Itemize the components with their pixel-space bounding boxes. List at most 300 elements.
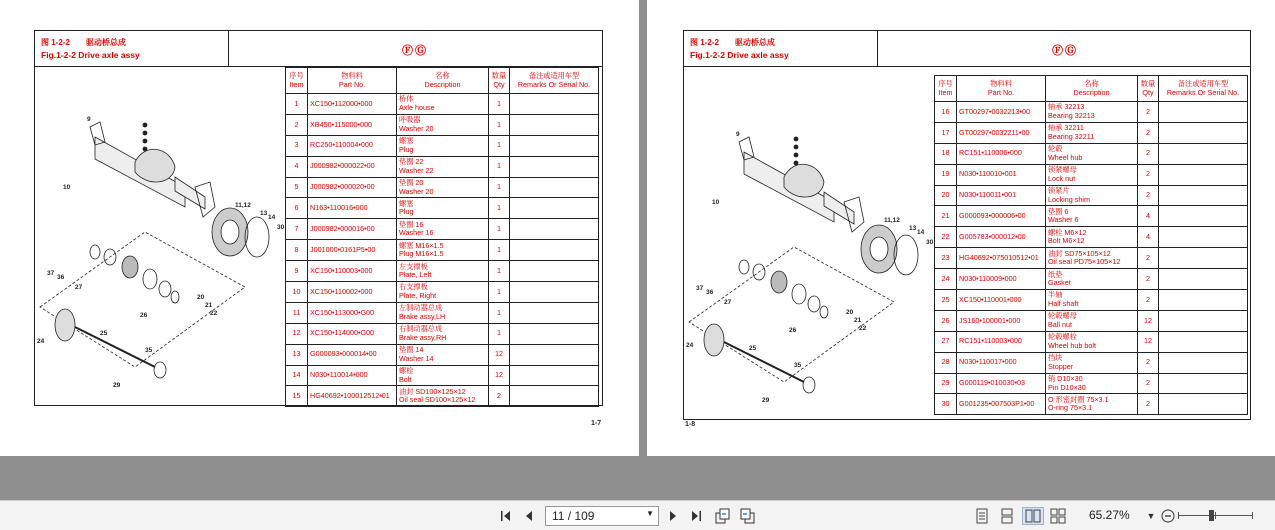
table-row	[286, 282, 599, 303]
svg-text:36: 36	[706, 289, 714, 296]
description-cn: 左支撑板	[399, 261, 428, 271]
item-number: 27	[935, 331, 957, 352]
description	[397, 219, 489, 240]
description	[397, 261, 489, 282]
description-en: Washer 6	[1048, 215, 1079, 225]
description-cn: 挡块	[1048, 353, 1063, 363]
description	[397, 240, 489, 261]
description	[397, 323, 489, 344]
table-row	[935, 352, 1248, 373]
quantity: 12	[1138, 331, 1159, 352]
description-en: Gasket	[1048, 278, 1071, 288]
description-cn: 螺栓	[399, 366, 414, 376]
item-number: 13	[286, 344, 308, 365]
part-number: G001235•007503P1•00	[957, 394, 1046, 415]
col-header-desc: 名称 Description	[397, 68, 489, 94]
svg-text:24: 24	[37, 338, 45, 345]
quantity: 1	[489, 114, 510, 135]
col-header-part: 物料料 Part No.	[957, 76, 1046, 102]
next-view-icon	[740, 508, 756, 524]
title-box	[35, 31, 602, 67]
zoom-slider[interactable]	[1178, 515, 1253, 516]
item-number: 19	[935, 164, 957, 185]
chevron-down-icon: ▼	[646, 509, 654, 518]
description-en: Locking shim	[1048, 194, 1090, 204]
parts-frame	[34, 30, 603, 406]
item-number: 23	[935, 248, 957, 269]
table-row	[935, 394, 1248, 415]
pdf-page-left	[0, 0, 639, 456]
description-cn: 垫圈 20	[399, 178, 424, 187]
part-number: N030•110011•001	[957, 185, 1046, 206]
description-en: Bolt M6×12	[1048, 236, 1085, 246]
remarks	[1159, 269, 1248, 290]
remarks	[1159, 373, 1248, 394]
description	[397, 135, 489, 156]
item-number: 3	[286, 135, 308, 156]
description-en: Oil seal SD100×125×12	[399, 395, 476, 405]
table-row	[286, 261, 599, 282]
item-number: 25	[935, 290, 957, 311]
item-number: 9	[286, 261, 308, 282]
item-number: 15	[286, 386, 308, 407]
figure-title-en: Fig.1-2-2 Drive axle assy	[690, 50, 789, 60]
quantity: 1	[489, 323, 510, 344]
table-row	[935, 290, 1248, 311]
description	[397, 114, 489, 135]
description	[397, 386, 489, 407]
description-en: Bolt	[399, 374, 412, 384]
svg-text:29: 29	[113, 382, 121, 389]
table-row	[935, 373, 1248, 394]
item-number: 29	[935, 373, 957, 394]
col-header-qty: 数量 Qty	[489, 68, 510, 94]
item-number: 26	[935, 310, 957, 331]
remarks	[510, 386, 599, 407]
model-marks: ⒻⒼ	[402, 45, 428, 57]
description-cn: O 形密封圈 75×3.1	[1048, 394, 1109, 404]
viewer-toolbar	[0, 500, 1275, 530]
remarks	[1159, 185, 1248, 206]
table-row	[286, 135, 599, 156]
remarks	[1159, 102, 1248, 123]
table-row	[935, 269, 1248, 290]
description-cn: 垫圈 6	[1048, 206, 1069, 216]
remarks	[510, 365, 599, 386]
description	[1046, 352, 1138, 373]
parts-table	[934, 75, 1248, 415]
title-divider	[877, 31, 878, 66]
quantity: 2	[1138, 290, 1159, 311]
quantity: 4	[1138, 206, 1159, 227]
part-number: XC150•110001•000	[957, 290, 1046, 311]
part-number: XC150•112000•000	[308, 94, 397, 115]
description-cn: 桥体	[399, 94, 414, 104]
item-number: 22	[935, 227, 957, 248]
description-cn: 垫圈 16	[399, 219, 424, 229]
quantity: 2	[1138, 102, 1159, 123]
svg-text:13: 13	[909, 225, 917, 232]
item-number: 18	[935, 143, 957, 164]
table-row	[286, 198, 599, 219]
table-row	[286, 302, 599, 323]
remarks	[510, 323, 599, 344]
table-row	[286, 240, 599, 261]
first-page-button[interactable]	[497, 507, 515, 525]
quantity: 2	[1138, 248, 1159, 269]
description-en: O-ring 75×3.1	[1048, 403, 1093, 413]
description-en: Brake assy,LH	[399, 311, 446, 321]
part-number: N163•110016•000	[308, 198, 397, 219]
description-en: Washer 22	[399, 165, 434, 175]
zoom-slider-thumb[interactable]	[1209, 510, 1214, 521]
quantity: 12	[489, 365, 510, 386]
description	[1046, 269, 1138, 290]
description-en: Bearing 32213	[1048, 110, 1095, 120]
quantity: 1	[489, 261, 510, 282]
quantity: 2	[1138, 373, 1159, 394]
description-en: Axle house	[399, 102, 435, 112]
remarks	[510, 114, 599, 135]
previous-page-icon	[522, 509, 536, 523]
remarks	[1159, 143, 1248, 164]
remarks	[1159, 206, 1248, 227]
remarks	[1159, 352, 1248, 373]
svg-text:20: 20	[197, 294, 205, 301]
zoom-out-button[interactable]	[1159, 507, 1177, 525]
part-number: N030•110017•000	[957, 352, 1046, 373]
table-row	[935, 227, 1248, 248]
description-cn: 轮毂	[1048, 144, 1063, 154]
svg-text:24: 24	[686, 342, 694, 349]
remarks	[510, 344, 599, 365]
description-cn: 半轴	[1048, 290, 1063, 300]
remarks	[1159, 310, 1248, 331]
two-page-icon	[1025, 508, 1041, 524]
svg-text:30: 30	[926, 239, 934, 246]
zoom-options-button[interactable]	[1142, 507, 1160, 525]
chevron-down-icon: ▼	[1146, 511, 1156, 521]
exploded-axle-diagram	[35, 67, 285, 403]
col-header-remarks: 备注或适用车型 Remarks Or Serial No.	[510, 68, 599, 94]
table-header-row	[286, 68, 599, 94]
col-header-item: 序号 Item	[286, 68, 308, 94]
item-number: 17	[935, 122, 957, 143]
item-number: 12	[286, 323, 308, 344]
svg-text:21: 21	[205, 302, 213, 309]
description-en: Stopper	[1048, 361, 1074, 371]
col-header-remarks: 备注或适用车型 Remarks Or Serial No.	[1159, 76, 1248, 102]
description-cn: 垫圈 14	[399, 345, 424, 355]
item-number: 8	[286, 240, 308, 261]
quantity: 1	[489, 240, 510, 261]
remarks	[510, 198, 599, 219]
continuous-view-button[interactable]	[998, 507, 1016, 525]
table-header-row	[935, 76, 1248, 102]
remarks	[510, 261, 599, 282]
svg-text:10: 10	[63, 184, 71, 191]
quantity: 12	[489, 344, 510, 365]
table-row	[935, 206, 1248, 227]
svg-text:30: 30	[277, 224, 285, 231]
description-cn: 呼吸器	[399, 115, 421, 125]
previous-page-button[interactable]	[520, 507, 538, 525]
quantity: 2	[1138, 352, 1159, 373]
table-row	[286, 344, 599, 365]
description-en: Plug	[399, 207, 414, 217]
description	[1046, 185, 1138, 206]
item-number: 11	[286, 302, 308, 323]
remarks	[510, 240, 599, 261]
remarks	[510, 177, 599, 198]
description-en: Plate, Left	[399, 270, 432, 280]
single-page-view-button[interactable]	[973, 507, 991, 525]
description-cn: 锁紧螺母	[1048, 165, 1077, 175]
description-cn: 螺栓 M6×12	[1048, 227, 1087, 237]
description	[1046, 206, 1138, 227]
part-number: XC150•114000•G00	[308, 323, 397, 344]
description	[1046, 394, 1138, 415]
description	[1046, 227, 1138, 248]
last-page-icon	[689, 509, 703, 523]
first-page-icon	[499, 509, 513, 523]
table-row	[935, 185, 1248, 206]
quantity: 1	[489, 198, 510, 219]
svg-text:21: 21	[854, 317, 862, 324]
remarks	[1159, 227, 1248, 248]
quantity: 2	[1138, 164, 1159, 185]
table-row	[286, 114, 599, 135]
part-number: J001000•0161P5•00	[308, 240, 397, 261]
item-number: 4	[286, 156, 308, 177]
table-row	[286, 386, 599, 407]
description	[397, 177, 489, 198]
svg-text:25: 25	[100, 330, 108, 337]
description-cn: 油封 SD100×125×12	[399, 386, 466, 396]
previous-view-button[interactable]	[714, 507, 732, 525]
page-number: 1-7	[591, 420, 602, 427]
title-box	[684, 31, 1250, 67]
table-row	[935, 310, 1248, 331]
two-page-continuous-button[interactable]	[1049, 507, 1067, 525]
svg-text:14: 14	[917, 229, 925, 236]
quantity: 1	[489, 156, 510, 177]
part-number: RC151•110003•000	[957, 331, 1046, 352]
quantity: 2	[1138, 394, 1159, 415]
remarks	[1159, 290, 1248, 311]
description	[1046, 331, 1138, 352]
item-number: 24	[935, 269, 957, 290]
table-row	[286, 156, 599, 177]
table-row	[286, 219, 599, 240]
description	[397, 344, 489, 365]
model-marks: ⒻⒼ	[1052, 45, 1078, 57]
remarks	[510, 156, 599, 177]
description	[397, 365, 489, 386]
description-cn: 销 D10×30	[1048, 374, 1083, 384]
description-en: Plate, Right	[399, 290, 437, 300]
description	[1046, 164, 1138, 185]
part-number: N030•110010•001	[957, 164, 1046, 185]
description-en: Lock nut	[1048, 173, 1076, 183]
part-number: RC250•110004•000	[308, 135, 397, 156]
item-number: 28	[935, 352, 957, 373]
quantity: 4	[1138, 227, 1159, 248]
description-cn: 左制动器总成	[399, 303, 443, 313]
title-divider	[228, 31, 229, 66]
svg-text:26: 26	[140, 312, 148, 319]
svg-text:27: 27	[724, 299, 732, 306]
page-number-value: 11 / 109	[552, 509, 595, 523]
svg-text:29: 29	[762, 397, 770, 404]
part-number: XC150•113000•G00	[308, 302, 397, 323]
svg-text:11,12: 11,12	[884, 217, 900, 224]
description-cn: 螺塞 M16×1.5	[399, 240, 444, 250]
quantity: 1	[489, 219, 510, 240]
description	[397, 302, 489, 323]
quantity: 1	[489, 177, 510, 198]
quantity: 12	[1138, 310, 1159, 331]
two-page-view-button[interactable]	[1022, 507, 1044, 525]
description-en: Bearing 32211	[1048, 131, 1095, 141]
quantity: 2	[1138, 185, 1159, 206]
part-number: G000119•010030•03	[957, 373, 1046, 394]
remarks	[510, 135, 599, 156]
figure-title-en: Fig.1-2-2 Drive axle assy	[41, 50, 140, 60]
svg-text:13: 13	[260, 210, 268, 217]
part-number: XC150•110002•000	[308, 282, 397, 303]
description-en: Washer 20	[399, 123, 434, 133]
svg-text:35: 35	[794, 362, 802, 369]
description-cn: 轮毂螺栓	[1048, 332, 1077, 342]
part-number: N030•110014•000	[308, 365, 397, 386]
description-en: Washer 14	[399, 353, 434, 363]
description	[1046, 310, 1138, 331]
part-number: J000982•000020•00	[308, 177, 397, 198]
remarks	[1159, 248, 1248, 269]
page-number-field[interactable]	[545, 506, 659, 526]
quantity: 2	[489, 386, 510, 407]
svg-text:14: 14	[268, 214, 276, 221]
remarks	[1159, 164, 1248, 185]
item-number: 2	[286, 114, 308, 135]
remarks	[1159, 394, 1248, 415]
remarks	[510, 282, 599, 303]
description-en: Plug	[399, 144, 414, 154]
page-number: 1-8	[685, 421, 696, 428]
description-en: Wheel hub bolt	[1048, 340, 1096, 350]
description	[397, 94, 489, 115]
quantity: 1	[489, 282, 510, 303]
item-number: 14	[286, 365, 308, 386]
zoom-out-icon	[1161, 509, 1175, 523]
description	[1046, 290, 1138, 311]
description	[1046, 143, 1138, 164]
description	[1046, 102, 1138, 123]
part-number: J000982•000022•00	[308, 156, 397, 177]
svg-text:9: 9	[87, 116, 91, 123]
description-cn: 纸垫	[1048, 269, 1063, 279]
description-en: Wheel hub	[1048, 152, 1083, 162]
single-page-icon	[975, 508, 989, 524]
svg-text:37: 37	[696, 285, 704, 292]
svg-text:35: 35	[145, 347, 153, 354]
zoom-level[interactable]: 65.27%	[1089, 508, 1130, 522]
item-number: 10	[286, 282, 308, 303]
item-number: 6	[286, 198, 308, 219]
remarks	[1159, 331, 1248, 352]
svg-text:22: 22	[859, 325, 867, 332]
quantity: 1	[489, 302, 510, 323]
table-row	[286, 177, 599, 198]
description-cn: 轴承 32213	[1048, 102, 1085, 112]
description-cn: 右支撑板	[399, 282, 428, 292]
description	[397, 198, 489, 219]
col-header-qty: 数量 Qty	[1138, 76, 1159, 102]
item-number: 1	[286, 94, 308, 115]
svg-text:36: 36	[57, 274, 65, 281]
part-number: GT00297•0032213•00	[957, 102, 1046, 123]
two-page-continuous-icon	[1050, 508, 1066, 524]
description	[397, 156, 489, 177]
next-page-button[interactable]	[664, 507, 682, 525]
svg-text:11,12: 11,12	[235, 202, 251, 209]
table-row	[935, 102, 1248, 123]
part-number: HG40692•100012512•01	[308, 386, 397, 407]
description	[1046, 248, 1138, 269]
quantity: 2	[1138, 122, 1159, 143]
table-row	[935, 164, 1248, 185]
item-number: 5	[286, 177, 308, 198]
svg-text:22: 22	[210, 310, 218, 317]
item-number: 21	[935, 206, 957, 227]
next-page-icon	[666, 509, 680, 523]
continuous-page-icon	[1000, 508, 1014, 524]
remarks	[510, 219, 599, 240]
part-number: HG40692•075010512•01	[957, 248, 1046, 269]
table-row	[935, 331, 1248, 352]
figure-title-cn: 图 1-2-2 驱动桥总成	[690, 38, 775, 47]
table-row	[286, 323, 599, 344]
part-number: G005783•000012•00	[957, 227, 1046, 248]
part-number: G000093•000006•00	[957, 206, 1046, 227]
description-cn: 螺塞	[399, 198, 414, 208]
table-row	[286, 94, 599, 115]
svg-text:20: 20	[846, 309, 854, 316]
part-number: GT00297•0032211•00	[957, 122, 1046, 143]
svg-text:37: 37	[47, 270, 55, 277]
last-page-button[interactable]	[687, 507, 705, 525]
table-row	[935, 122, 1248, 143]
description-en: Ball nut	[1048, 319, 1072, 329]
table-row	[286, 365, 599, 386]
description-cn: 锁紧片	[1048, 186, 1070, 195]
description-en: Pin D10×30	[1048, 382, 1086, 392]
col-header-desc: 名称 Description	[1046, 76, 1138, 102]
next-view-button[interactable]	[739, 507, 757, 525]
quantity: 2	[1138, 143, 1159, 164]
description-cn: 右制动器总成	[399, 324, 443, 334]
remarks	[510, 94, 599, 115]
description-en: Oil seal PD75×105×12	[1048, 257, 1121, 267]
item-number: 20	[935, 185, 957, 206]
previous-view-icon	[715, 508, 731, 524]
svg-text:25: 25	[749, 345, 757, 352]
exploded-axle-diagram	[684, 67, 934, 417]
remarks	[510, 302, 599, 323]
pdf-page-right	[647, 0, 1275, 456]
svg-text:26: 26	[789, 327, 797, 334]
